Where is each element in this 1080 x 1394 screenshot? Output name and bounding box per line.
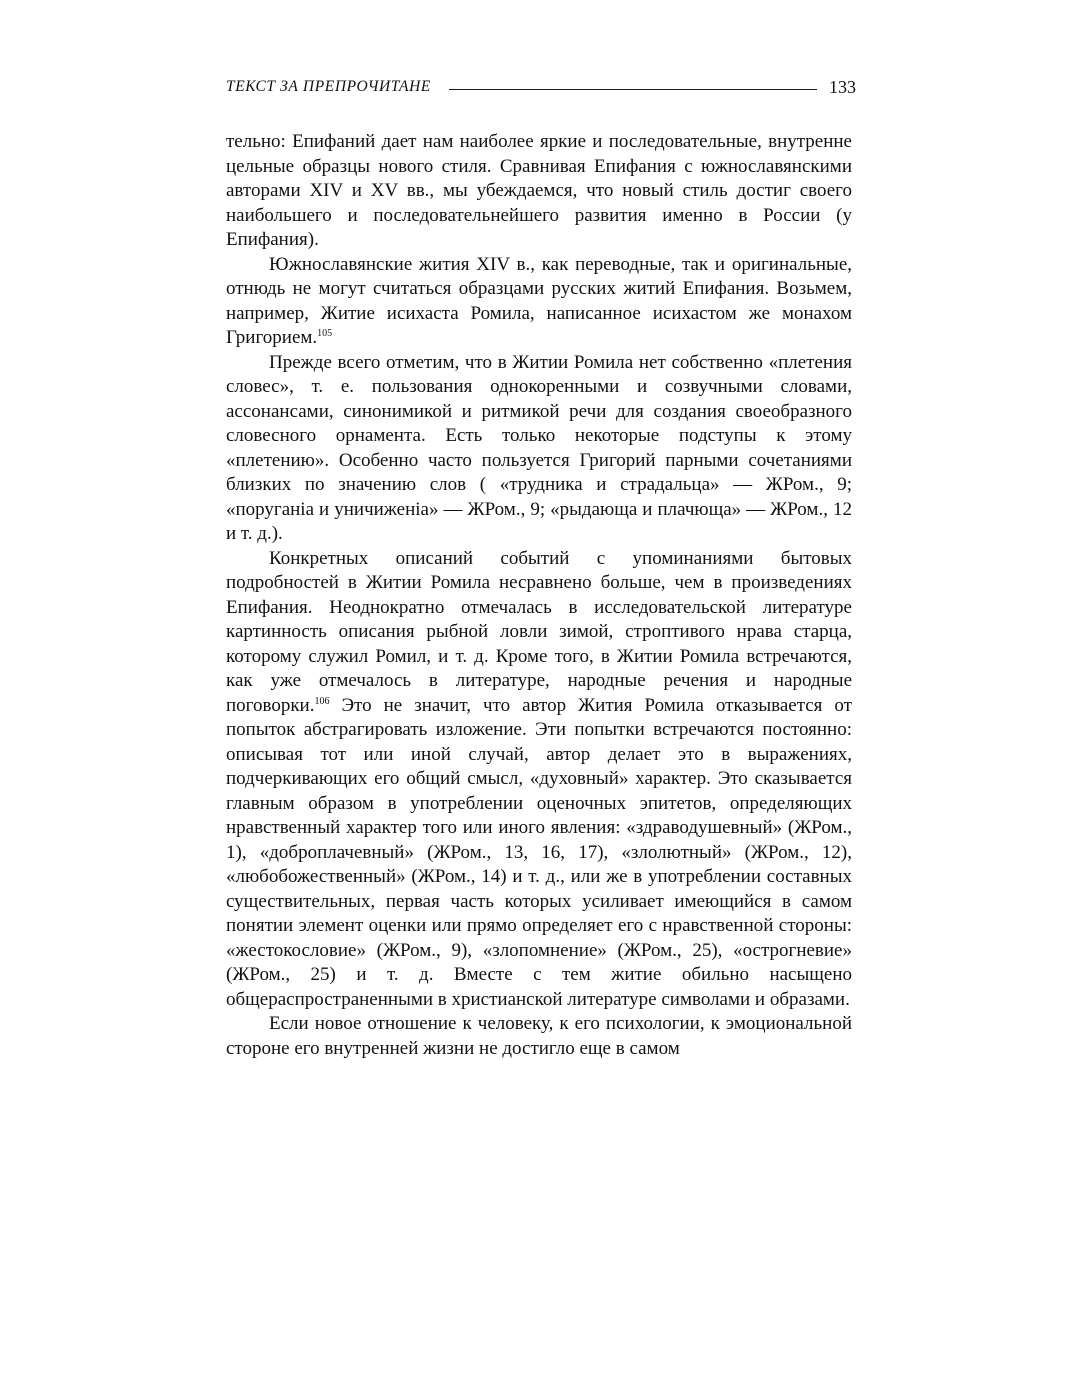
paragraph-text: Это не значит, что автор Жития Ромила отказывается от попыток абстрагировать изложение. Эти попытки встречаются постоянно: описывая тот или иной случай, автор делает это в выражениях, подчеркивающих его общий смысл, «духовный» характер. Это сказывается главным образом в употреблении оценочных эпитетов, определяющих нравственный характер того или иного явления: «здраводушевный» (ЖРом., 1), «доброплачевный» (ЖРом., 13, 16, 17), «злолютный» (ЖРом., 12), «любобожественный» (ЖРом., 14) и т. д., или же в употреблении составных существительных, первая часть которых усиливает имеющийся в самом понятии элемент оценки или прямо определяет его с нравственной стороны: «жестокословие» (ЖРом., 9), «злопомнение» (ЖРом., 25), «острогневие» (ЖРом., 25) и т. д. Вместе с тем житие обильно насыщено общераспространенными в христианской литературе символами и образами. [226, 694, 852, 1010]
body-text [226, 130, 852, 1061]
header-rule [449, 89, 817, 90]
paragraph-text: Конкретных описаний событий с упоминаниями бытовых подробностей в Житии Ромила несравнено больше, чем в произведениях Епифания. Неоднократно отмечалась в исследовательской литературе картинность описания рыбной ловли зимой, строптивого нрава старца, которому служил Ромил, и т. д. Кроме того, в Житии Ромила встречаются, как уже отмечалось в литературе, народные речения и народные поговорки. [226, 547, 852, 716]
paragraph-5 [226, 1012, 852, 1061]
running-title: ТЕКСТ ЗА ПРЕПРОЧИТАНЕ [226, 78, 431, 95]
footnote-ref-106[interactable]: 106 [314, 695, 330, 707]
page-number: 133 [829, 76, 856, 97]
paragraph-text: Южнославянские жития XIV в., как переводные, так и оригинальные, отнюдь не могут считаться образцами русских житий Епифания. Возьмем, например, Житие исихаста Ромила, написанное исихастом же монахом Григорием. [226, 253, 852, 348]
paragraph-1 [226, 130, 852, 253]
running-header [226, 72, 856, 102]
footnote-ref-105[interactable]: 105 [317, 328, 333, 339]
paragraph-text: тельно: Епифаний дает нам наиболее яркие и последовательные, внутренне цельные образцы нового стиля. Сравнивая Епифания с южнославянскими авторами XIV и XV вв., мы убеждаемся, что новый стиль достиг своего наибольшего и последовательнейшего развития именно в России (у Епифания). [226, 131, 852, 250]
paragraph-4 [226, 547, 852, 1013]
paragraph-3 [226, 351, 852, 547]
paragraph-2 [226, 253, 852, 351]
paragraph-text: Если новое отношение к человеку, к его психологии, к эмоциональной стороне его внутренней жизни не достигло еще в самом [226, 1013, 852, 1059]
paragraph-text: Прежде всего отметим, что в Житии Ромила нет собственно «плетения словес», т. е. пользования однокоренными и созвучными словами, ассонансами, синонимикой и ритмикой речи для создания своеобразного словесного орнамента. Есть только некоторые подступы к этому «плетению». Особенно часто пользуется Григорий парными сочетаниями близких по значению слов ( «трудника и страдальца» — ЖРом., 9; «поруганiа и уничиженiа» — ЖРом., 9; «рыдающа и плачюща» — ЖРом., 12 и т. д.). [226, 351, 852, 544]
